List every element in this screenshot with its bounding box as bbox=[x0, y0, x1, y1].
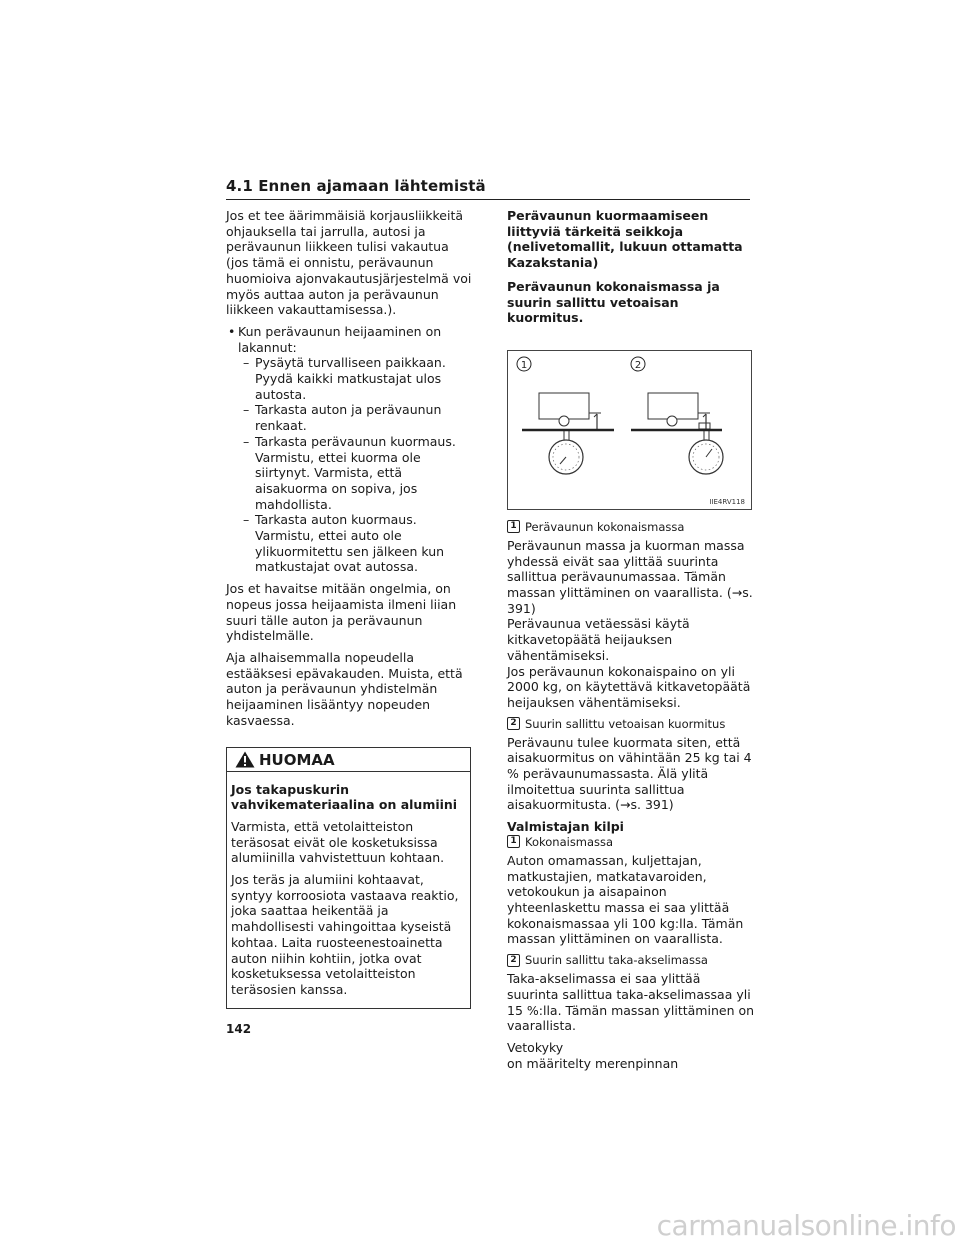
notice-title: HUOMAA bbox=[259, 750, 335, 769]
trailer-weight-illustration bbox=[507, 350, 752, 510]
dash-text: Pysäytä turvalliseen paikkaan. Pyydä kaikki matkustajat ulos autosta. bbox=[255, 355, 446, 402]
watermark-text: carmanualsonline.info bbox=[656, 1209, 956, 1242]
item-paragraph: on määritelty merenpinnan bbox=[507, 1055, 679, 1071]
bullet-item bbox=[226, 324, 474, 355]
dash-item: – Tarkasta perävaunun kuormaus. Varmistu, ettei kuorma ole siirtynyt. Varmista, että aisakuorma on sopiva, jos mahdollista. bbox=[243, 433, 456, 512]
item-label bbox=[507, 520, 755, 534]
notice-box bbox=[226, 747, 471, 1009]
item-number: 2 bbox=[507, 954, 520, 967]
notice-header bbox=[227, 748, 470, 772]
dash-text: Tarkasta auton kuormaus. Varmistu, ettei auto ole ylikuormitettu sen jälkeen kun matkustajat ovat autossa. bbox=[255, 512, 445, 575]
warning-icon bbox=[235, 751, 255, 768]
paragraph-3: Aja alhaisemmalla nopeudella estääksesi epävakauden. Muista, että auton ja perävaunun yhdistelmän heijaaminen lisääntyy nopeuden kasvaessa. bbox=[226, 649, 463, 728]
dash-item: – Pysäytä turvalliseen paikkaan. Pyydä kaikki matkustajat ulos autosta. bbox=[243, 355, 446, 402]
item-number: 2 bbox=[507, 717, 520, 730]
notice-subtitle: Jos takapuskurin vahvikemateriaalina on alumiini bbox=[231, 781, 458, 813]
item-number: 1 bbox=[507, 520, 520, 533]
item-label-text: Perävaunun kokonaismassa bbox=[525, 519, 685, 534]
notice-paragraph: Varmista, että vetolaitteiston teräsosat eivät ole kosketuksissa alumiinilla vahvistettuun kohtaan. bbox=[231, 818, 445, 866]
intro-paragraph: Jos et tee äärimmäisiä korjausliikkeitä ohjauksella tai jarrulla, autosi ja perävaunun liikkeen tulisi vakautua (jos tämä ei onnistu, perävaunun huomioiva ajonvakautusjärjestelmä voi myös auttaa auton ja perävaunun liikkeen vakauttamisessa.). bbox=[226, 208, 472, 318]
left-column bbox=[226, 208, 474, 1009]
paragraph-2: Jos et havaitse mitään ongelmia, on nopeus jossa heijaamista ilmeni liian suuri tälle auton ja perävaunun yhdistelmälle. bbox=[226, 581, 457, 644]
callout-1: 1 bbox=[520, 359, 528, 371]
item-label bbox=[507, 717, 755, 731]
heading-trailer-mass: Perävaunun kokonaismassa ja suurin sallittu vetoaisan kuormitus. bbox=[507, 278, 720, 326]
notice-paragraph: Jos teräs ja alumiini kohtaavat, syntyy korroosiota vastaava reaktio, joka saattaa heikentää ja mahdollisesti vahingoittaa kyseistä kohtaa. Laita ruosteenestoainetta auton niihin kohtiin, jotka ovat kosketuksessa vetolaitteiston teräsosien kanssa. bbox=[231, 872, 459, 997]
heading-trailer-loading: Perävaunun kuormaamiseen liittyviä tärkeitä seikkoja (nelivetomallit, lukuun ottamatta Kazakstania) bbox=[507, 208, 743, 271]
dash-text: Tarkasta perävaunun kuormaus. Varmistu, ettei kuorma ole siirtynyt. Varmista, että aisakuorma on sopiva, jos mahdollista. bbox=[255, 433, 456, 512]
trailer-scale-diagram bbox=[508, 351, 751, 509]
item-label bbox=[507, 835, 755, 849]
item-paragraph: Perävaunua vetäessäsi käytä kitkavetopäätä heijauksen vähentämiseksi. bbox=[507, 616, 690, 663]
dash-text: Tarkasta auton ja perävaunun renkaat. bbox=[255, 402, 442, 434]
callout-2: 2 bbox=[634, 359, 642, 371]
item-label-text: Suurin sallittu taka-akselimassa bbox=[525, 953, 708, 968]
item-paragraph: Perävaunu tulee kuormata siten, että aisakuormitus on vähintään 25 kg tai 4 % perävaunumassasta. Älä ylitä ilmoitettua suurinta sallittua aisakuormitusta. (→s. 391) bbox=[507, 734, 752, 813]
heading-manufacturer-plate: Valmistajan kilpi bbox=[507, 819, 624, 835]
section-header: 4.1 Ennen ajamaan lähtemistä bbox=[226, 177, 750, 200]
item-paragraph: Taka-akselimassa ei saa ylittää suurinta sallittua taka-akselimassaa yli 15 %:lla. Tämän massan ylittäminen on vaarallista. bbox=[507, 971, 755, 1034]
page-number: 142 bbox=[226, 1022, 252, 1036]
figure-id: IIE4RV118 bbox=[709, 497, 745, 506]
right-column bbox=[507, 208, 755, 1077]
item-number: 1 bbox=[507, 835, 520, 848]
item-label-text: Kokonaismassa bbox=[525, 834, 614, 849]
item-label-text: Suurin sallittu vetoaisan kuormitus bbox=[525, 716, 726, 731]
bullet-text: Kun perävaunun heijaaminen on lakannut: bbox=[238, 323, 442, 355]
notice-body bbox=[227, 772, 470, 1008]
item-label bbox=[507, 953, 755, 967]
item-paragraph: Jos perävaunun kokonaispaino on yli 2000 kg, on käytettävä kitkavetopäätä heijauksen vähentämiseksi. bbox=[507, 663, 751, 710]
bullet-dot: • bbox=[228, 323, 236, 339]
item-paragraph: Vetokyky bbox=[507, 1039, 564, 1055]
dash-item: – Tarkasta auton kuormaus. Varmistu, ettei auto ole ylikuormitettu sen jälkeen kun matkustajat ovat autossa. bbox=[243, 512, 445, 575]
dash-item: – Tarkasta auton ja perävaunun renkaat. bbox=[243, 402, 442, 434]
item-paragraph: Auton omamassan, kuljettajan, matkustajien, matkatavaroiden, vetokoukun ja aisapainon yhteenlaskettu massa ei saa ylittää kokonaismassaa yli 100 kg:lla. Tämän massan ylittäminen on vaarallista. bbox=[507, 852, 744, 947]
item-paragraph: Perävaunun massa ja kuorman massa yhdessä eivät saa ylittää suurinta sallittua perävaunumassaa. Tämän massan ylittäminen on vaarallista. (→s. 391) bbox=[507, 537, 753, 616]
